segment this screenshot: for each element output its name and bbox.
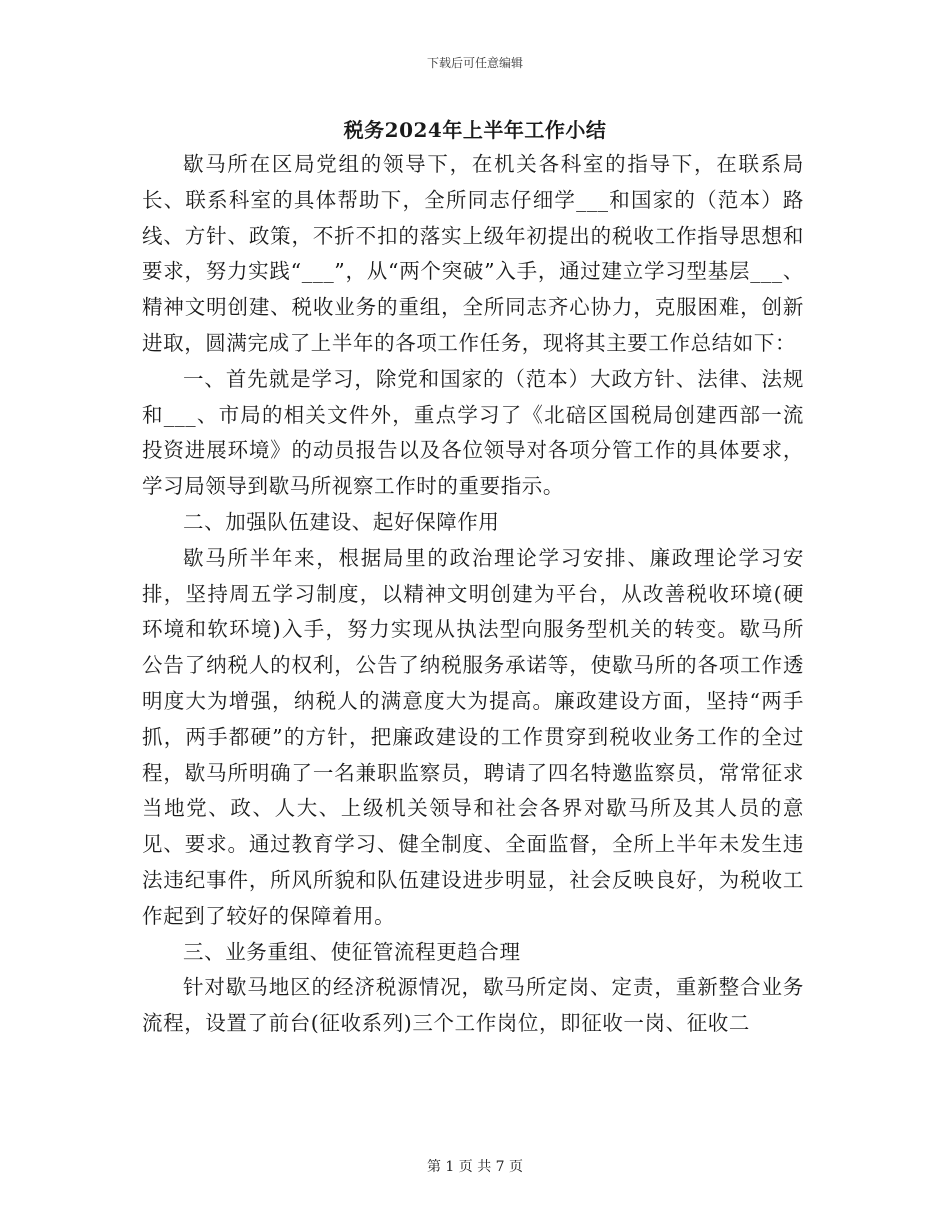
page-number: 第 1 页 共 7 页 (426, 1159, 524, 1175)
paragraph-section-3: 针对歇马地区的经济税源情况，歇马所定岗、定责，重新整合业务流程，设置了前台(征收系列)三个工作岗位，即征收一岗、征收二 (142, 975, 804, 1036)
section-heading-2: 二、加强队伍建设、起好保障作用 (183, 509, 500, 534)
document-title: 税务2024年上半年工作小结 (343, 118, 607, 142)
paragraph-section-1: 一、首先就是学习，除党和国家的（范本）大政方针、法律、法规和___、市局的相关文件外，重点学习了《北碚区国税局创建西部一流投资进展环境》的动员报告以及各位领导对各项分管工作的具体要求，学习局领导到歇马所视察工作时的重要指示。 (142, 366, 804, 499)
header-note: 下载后可任意编辑 (426, 56, 523, 70)
paragraph-section-2: 歇马所半年来，根据局里的政治理论学习安排、廉政理论学习安排，坚持周五学习制度，以精神文明创建为平台，从改善税收环境(硬环境和软环境)入手，努力实现从执法型向服务型机关的转变。歇马所公告了纳税人的权利，公告了纳税服务承诺等，使歇马所的各项工作透明度大为增强，纳税人的满意度大为提高。廉政建设方面，坚持“两手抓，两手都硬”的方针，把廉政建设的工作贯穿到税收业务工作的全过程，歇马所明确了一名兼职监察员，聘请了四名特邀监察员，常常征求当地党、政、人大、上级机关领导和社会各界对歇马所及其人员的意见、要求。通过教育学习、健全制度、全面监督，全所上半年未发生违法违纪事件，所风所貌和队伍建设进步明显，社会反映良好，为税收工作起到了较好的保障着用。 (142, 545, 804, 928)
section-heading-3: 三、业务重组、使征管流程更趋合理 (183, 939, 521, 964)
document-body (142, 147, 804, 1042)
paragraph-intro: 歇马所在区局党组的领导下，在机关各科室的指导下，在联系局长、联系科室的具体帮助下，全所同志仔细学___和国家的（范本）路线、方针、政策，不折不扣的落实上级年初提出的税收工作指导思想和要求，努力实践“___”，从“两个突破”入手，通过建立学习型基层___、精神文明创建、税收业务的重组，全所同志齐心协力，克服困难，创新进取，圆满完成了上半年的各项工作任务，现将其主要工作总结如下： (142, 152, 804, 355)
